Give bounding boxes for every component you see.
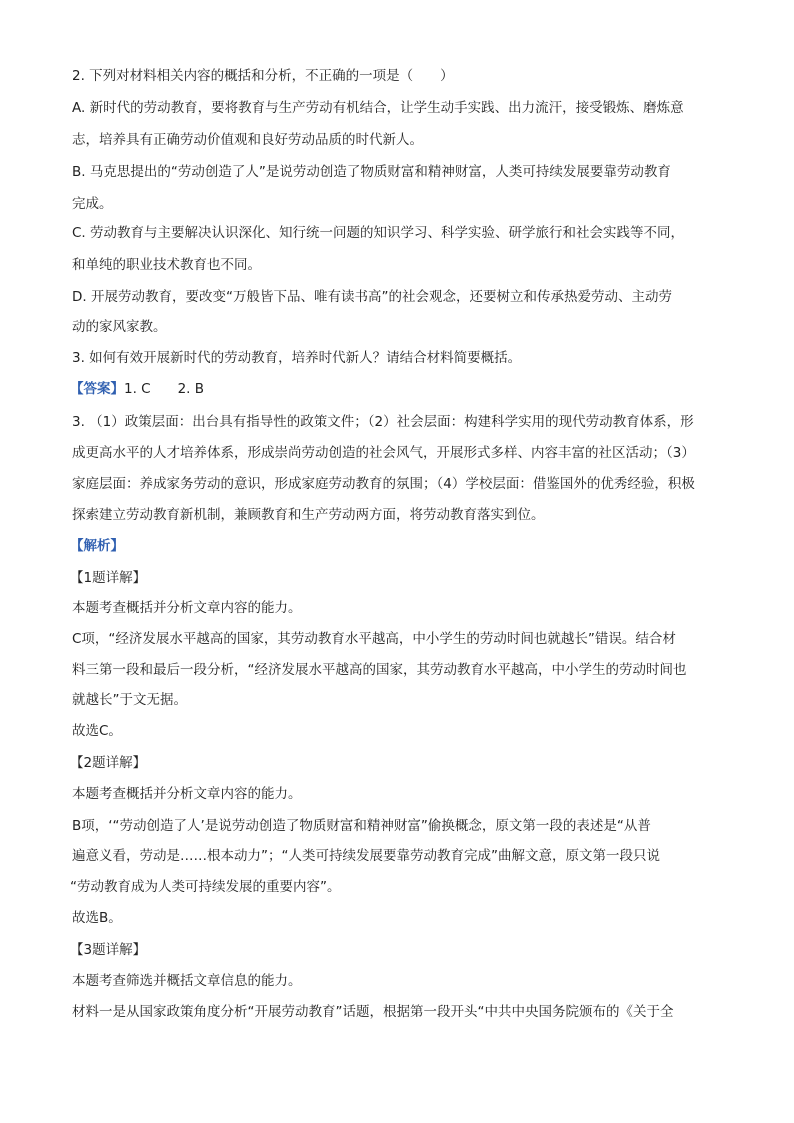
detail-2-line3: 遍意义看，劳动是……根本动力”；“人类可持续发展要靠劳动教育完成”曲解文意，原文第一段只说 [72,848,660,864]
answer-3-line3: 家庭层面：养成家务劳动的意识，形成家庭劳动教育的氛围；（4）学校层面：借鉴国外的优秀经验，积极 [72,476,695,492]
answer-3-line2: 成更高水平的人才培养体系，形成崇尚劳动创造的社会风气，开展形式多样、内容丰富的社区活动；（3） [72,445,695,461]
q3-stem: 3. 如何有效开展新时代的劳动教育，培养时代新人？请结合材料简要概括。 [72,350,522,366]
answer-row [70,379,204,399]
q2-option-d-line2: 动的家风家教。 [72,319,167,335]
detail-1-line4: 就越长”于文无据。 [72,692,187,708]
q2-option-c-line2: 和单纯的职业技术教育也不同。 [72,257,261,273]
q2-option-d-line1: D. 开展劳动教育，要改变“万般皆下品、唯有读书高”的社会观念，还要树立和传承热爱劳动、主动劳 [72,289,672,305]
detail-2-line1: 本题考查概括并分析文章内容的能力。 [72,786,302,802]
detail-1-conclusion: 故选C。 [72,723,122,739]
q2-stem: 2. 下列对材料相关内容的概括和分析，不正确的一项是（ ） [72,68,454,84]
answer-values: 1. C 2. B [124,381,205,397]
answer-3-line1: 3. （1）政策层面：出台具有指导性的政策文件；（2）社会层面：构建科学实用的现代劳动教育体系，形 [72,414,694,430]
detail-2-line2: B项，‘“劳动创造了人’是说劳动创造了物质财富和精神财富”偷换概念，原文第一段的表述是“从普 [72,818,651,834]
q2-option-b-line1: B. 马克思提出的“劳动创造了人”是说劳动创造了物质财富和精神财富，人类可持续发展要靠劳动教育 [72,164,671,180]
detail-2-title: 【2题详解】 [70,755,147,771]
detail-1-line1: 本题考查概括并分析文章内容的能力。 [72,600,302,616]
detail-1-line3: 料三第一段和最后一段分析，“经济发展水平越高的国家，其劳动教育水平越高，中小学生的劳动时间也 [72,662,687,678]
detail-1-line2: C项，“经济发展水平越高的国家，其劳动教育水平越高，中小学生的劳动时间也就越长”错误。结合材 [72,631,676,647]
q2-option-b-line2: 完成。 [72,196,113,212]
answer-3-line4: 探索建立劳动教育新机制，兼顾教育和生产劳动两方面，将劳动教育落实到位。 [72,507,545,523]
q2-option-a-line2: 志，培养具有正确劳动价值观和良好劳动品质的时代新人。 [72,132,423,148]
detail-1-title: 【1题详解】 [70,570,147,586]
detail-2-line4: “劳动教育成为人类可持续发展的重要内容”。 [70,879,341,895]
answer-label: 【答案】 [70,381,124,397]
analysis-label: 【解析】 [70,538,124,554]
q2-option-c-line1: C. 劳动教育与主要解决认识深化、知行统一问题的知识学习、科学实验、研学旅行和社会实践等不同， [72,225,685,241]
detail-3-line2: 材料一是从国家政策角度分析“开展劳动教育”话题，根据第一段开头“中共中央国务院颁布的《关于全 [72,1004,674,1020]
detail-3-title: 【3题详解】 [70,942,147,958]
q2-option-a-line1: A. 新时代的劳动教育，要将教育与生产劳动有机结合，让学生动手实践、出力流汗，接受锻炼、磨炼意 [72,100,684,116]
detail-3-line1: 本题考查筛选并概括文章信息的能力。 [72,973,302,989]
detail-2-conclusion: 故选B。 [72,910,122,926]
